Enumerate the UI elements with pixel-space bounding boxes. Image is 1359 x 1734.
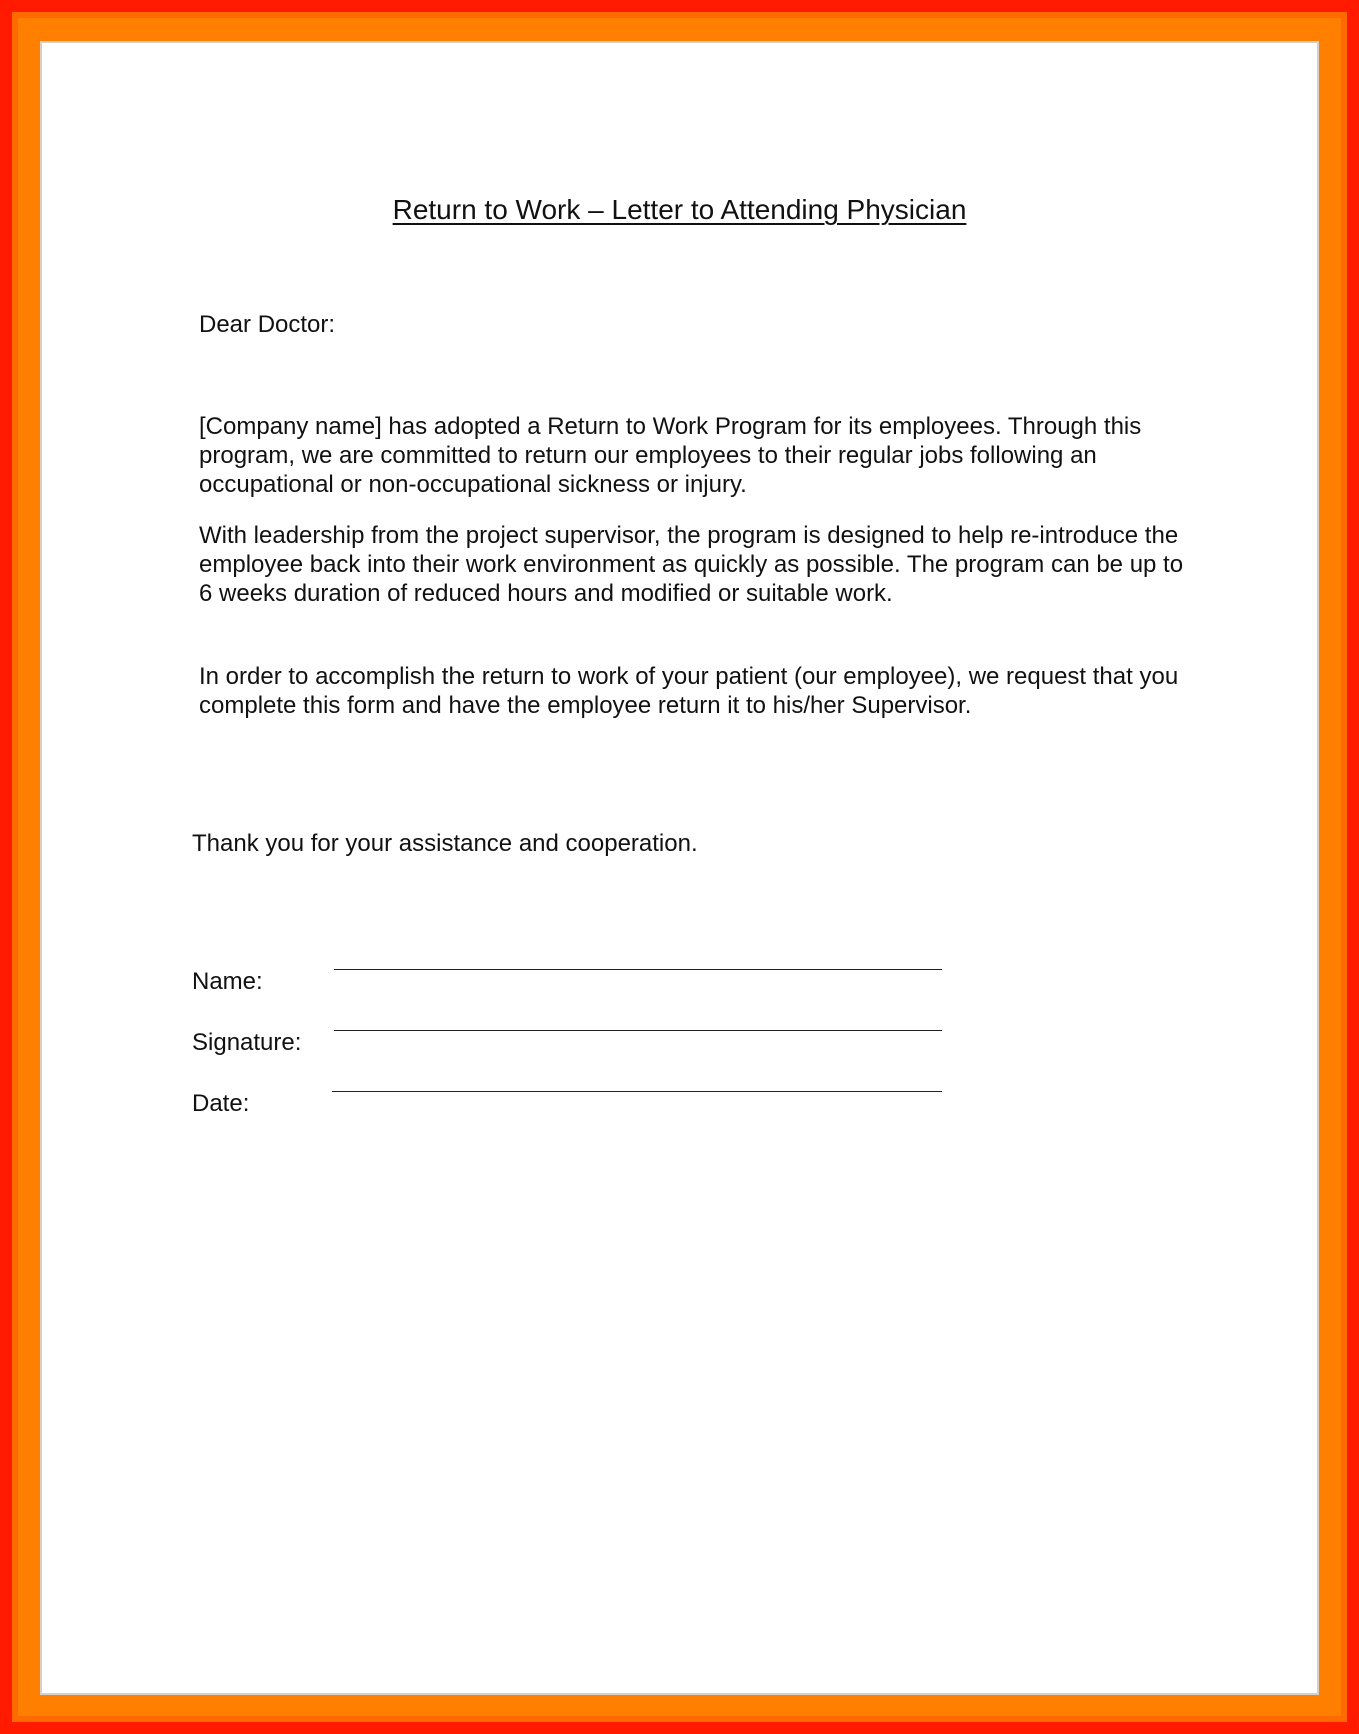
signature-line[interactable] <box>334 1030 942 1031</box>
date-line[interactable] <box>332 1091 942 1092</box>
paragraph-program-details: With leadership from the project supervisor, the program is designed to help re-introduce the employee back into their work environment as quickly as possible. The program can be up to 6 weeks duration of reduced hours and modified or suitable work. <box>199 522 1184 607</box>
name-line[interactable] <box>334 969 942 970</box>
paragraph-form-request: In order to accomplish the return to work of your patient (our employee), we request that you complete this form and have the employee return it to his/her Supervisor. <box>199 663 1179 719</box>
letter-title: Return to Work – Letter to Attending Physician <box>392 194 967 225</box>
closing-line: Thank you for your assistance and cooperation. <box>192 830 698 857</box>
letter-page <box>40 41 1319 1695</box>
paragraph-program-intro: [Company name] has adopted a Return to Work Program for its employees. Through this program, we are committed to return our employees to their regular jobs following an occupational or non-occupational sickness or injury. <box>199 413 1142 498</box>
signature-label: Signature: <box>192 1029 302 1056</box>
name-label: Name: <box>192 968 263 995</box>
date-label: Date: <box>192 1090 250 1117</box>
salutation: Dear Doctor: <box>199 311 336 338</box>
